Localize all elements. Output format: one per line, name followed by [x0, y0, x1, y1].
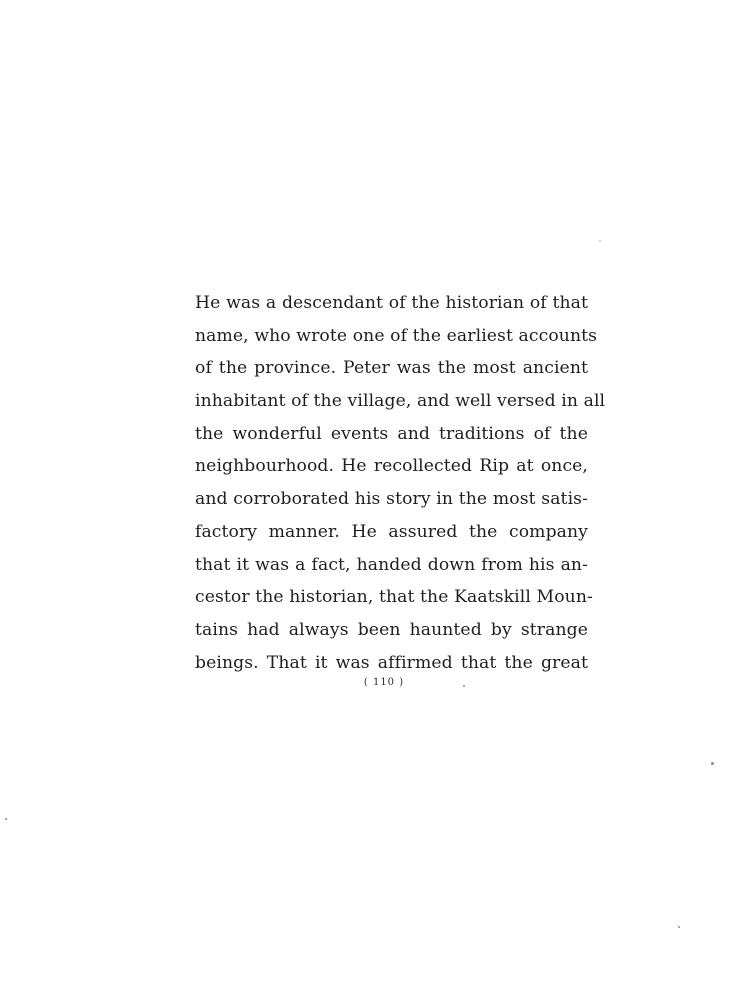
text-line: of the province. Peter was the most ancient	[195, 358, 588, 379]
scan-speck	[678, 926, 680, 928]
scan-speck	[5, 818, 7, 820]
text-line: beings. That it was affirmed that the great	[195, 652, 588, 673]
text-line: He was a descendant of the historian of that	[195, 293, 588, 313]
text-line: tains had always been haunted by strange	[195, 619, 588, 640]
scan-speck	[599, 240, 601, 242]
text-line: and corroborated his story in the most satis-	[195, 489, 588, 510]
text-line: neighbourhood. He recollected Rip at once,	[195, 456, 588, 477]
text-line: inhabitant of the village, and well versed in all	[195, 391, 606, 412]
text-line: the wonderful events and traditions of the	[195, 423, 588, 444]
text-line: cestor the historian, that the Kaatskill Moun-	[195, 587, 593, 608]
text-line: that it was a fact, handed down from his an-	[195, 554, 588, 575]
body-paragraph	[195, 287, 606, 679]
text-line: factory manner. He assured the company	[195, 521, 588, 542]
scan-speck	[463, 685, 465, 687]
page-number: ( 110 )	[363, 677, 405, 688]
scan-speck	[711, 762, 714, 765]
text-line: name, who wrote one of the earliest accounts	[195, 325, 598, 346]
